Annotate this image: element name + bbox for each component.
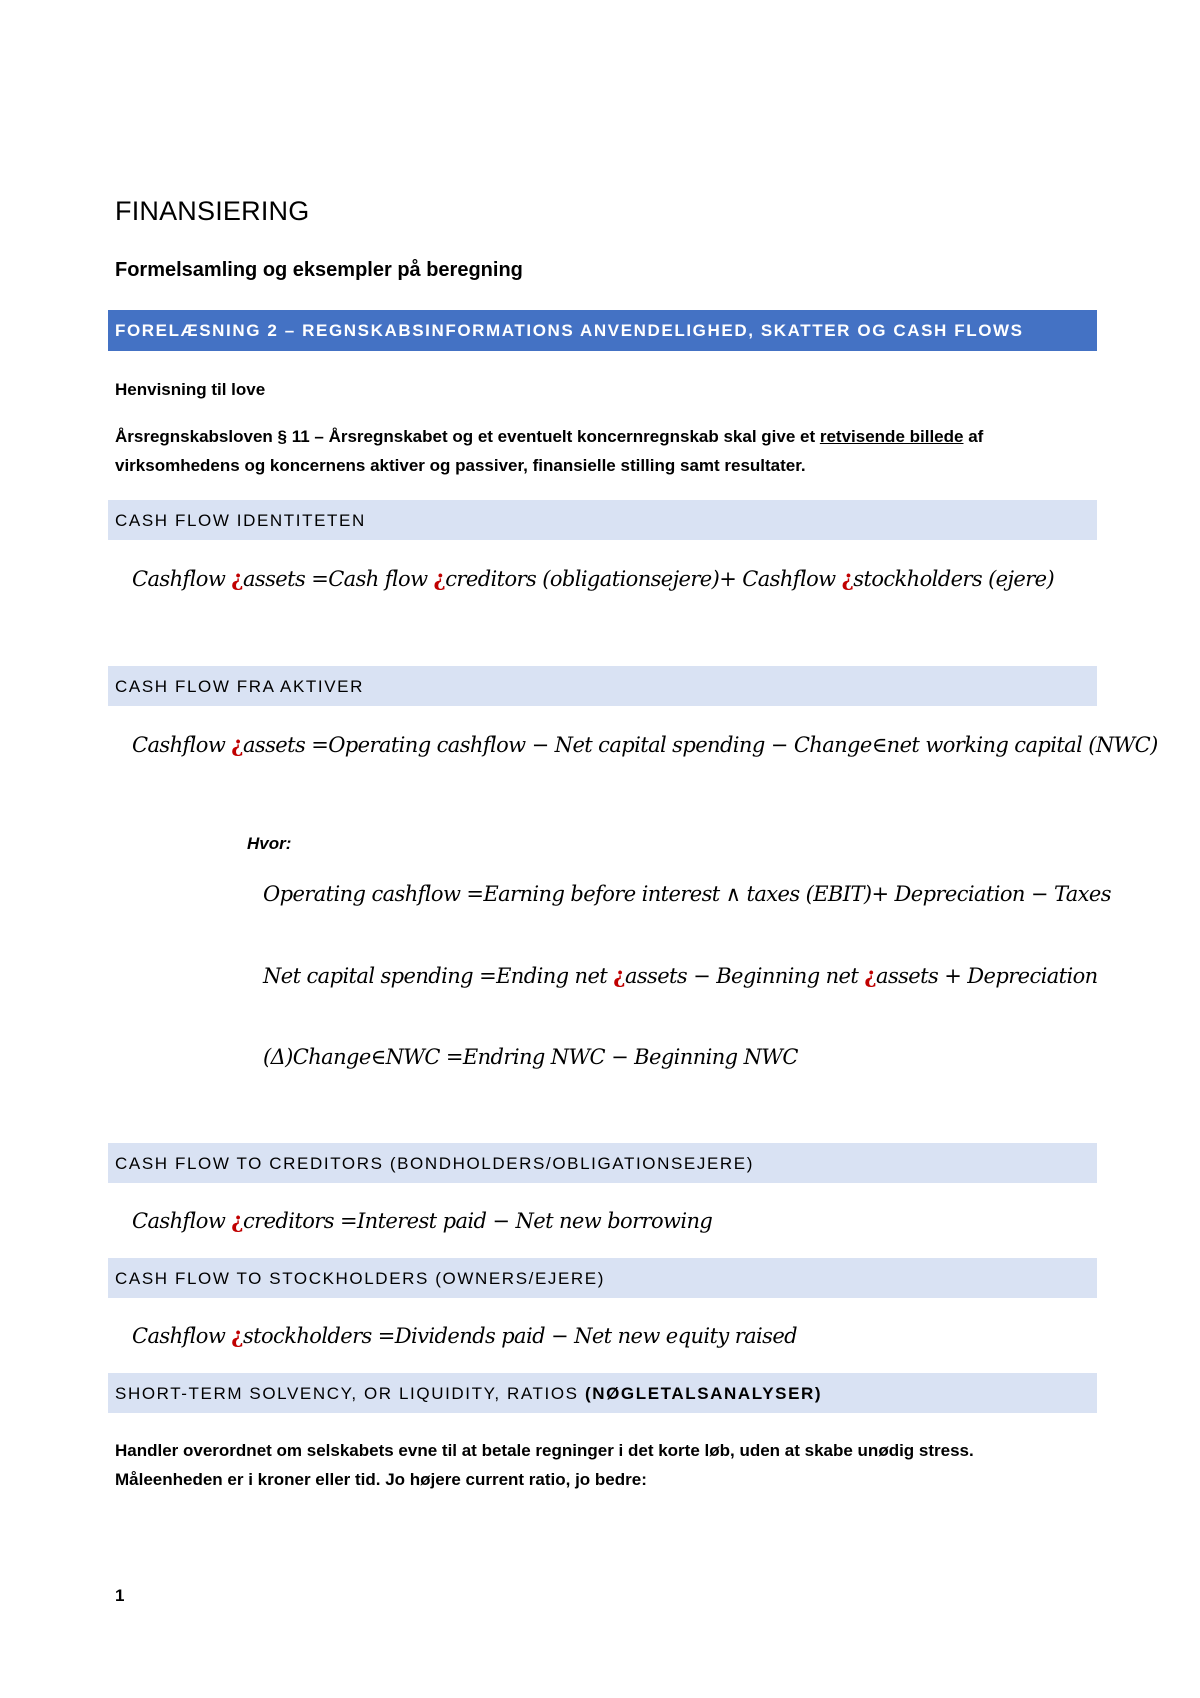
- liquidity-description-line-2: Måleenheden er i kroner eller tid. Jo højere current ratio, jo bedre:: [115, 1470, 647, 1489]
- law-reference-heading: Henvisning til love: [115, 380, 266, 399]
- heading-liquidity-ratios: SHORT-TERM SOLVENCY, OR LIQUIDITY, RATIOS (NØGLETALSANALYSER): [108, 1373, 1097, 1413]
- document-title: FINANSIERING: [115, 196, 310, 226]
- broken-glyph: ¿: [231, 1323, 243, 1348]
- liquidity-description-line-1: Handler overordnet om selskabets evne til at betale regninger i det korte løb, uden at skabe unødig stress.: [115, 1441, 974, 1460]
- broken-glyph: ¿: [231, 732, 243, 757]
- broken-glyph: ¿: [841, 566, 854, 591]
- heading-cash-flow-to-creditors: CASH FLOW TO CREDITORS (BONDHOLDERS/OBLIGATIONSEJERE): [108, 1143, 1097, 1183]
- heading-cash-flow-from-assets: CASH FLOW FRA AKTIVER: [108, 666, 1097, 706]
- broken-glyph: ¿: [864, 963, 877, 988]
- document-subtitle: Formelsamling og eksempler på beregning: [115, 259, 523, 281]
- where-label: Hvor:: [247, 834, 292, 853]
- heading-cash-flow-identity: CASH FLOW IDENTITETEN: [108, 500, 1097, 540]
- formula-cash-flow-to-creditors: Cashflow ¿creditors =Interest paid − Net new borrowing: [132, 1208, 713, 1233]
- broken-glyph: ¿: [433, 566, 446, 591]
- formula-net-capital-spending: Net capital spending =Ending net ¿assets − Beginning net ¿assets + Depreciation: [263, 963, 1098, 988]
- formula-change-in-nwc: (Δ)Change∈NWC =Endring NWC − Beginning NWC: [263, 1045, 798, 1069]
- formula-cash-flow-to-stockholders: Cashflow ¿stockholders =Dividends paid − Net new equity raised: [132, 1323, 798, 1348]
- broken-glyph: ¿: [231, 1208, 243, 1233]
- heading-cash-flow-to-stockholders: CASH FLOW TO STOCKHOLDERS (OWNERS/EJERE): [108, 1258, 1097, 1298]
- page-number: 1: [115, 1586, 125, 1605]
- formula-operating-cash-flow: Operating cashflow =Earning before interest ∧ taxes (EBIT)+ Depreciation − Taxes: [263, 882, 1111, 906]
- underlined-term: retvisende billede: [819, 427, 964, 446]
- broken-glyph: ¿: [613, 963, 625, 988]
- formula-cash-flow-from-assets: Cashflow ¿assets =Operating cashflow − Net capital spending − Change∈net working capital (NWC): [132, 732, 1158, 757]
- section-heading-lecture-2: FORELÆSNING 2 – REGNSKABSINFORMATIONS ANVENDELIGHED, SKATTER OG CASH FLOWS: [108, 310, 1097, 351]
- formula-cash-flow-identity: Cashflow ¿assets =Cash flow ¿creditors (obligationsejere)+ Cashflow ¿stockholders (ejere): [132, 566, 1055, 591]
- broken-glyph: ¿: [231, 566, 243, 591]
- law-reference-text: Årsregnskabsloven § 11 – Årsregnskabet og et eventuelt koncernregnskab skal give et retvisende billede af virksomhedens og koncernens aktiver og passiver, finansielle stilling samt resultater.: [115, 427, 984, 475]
